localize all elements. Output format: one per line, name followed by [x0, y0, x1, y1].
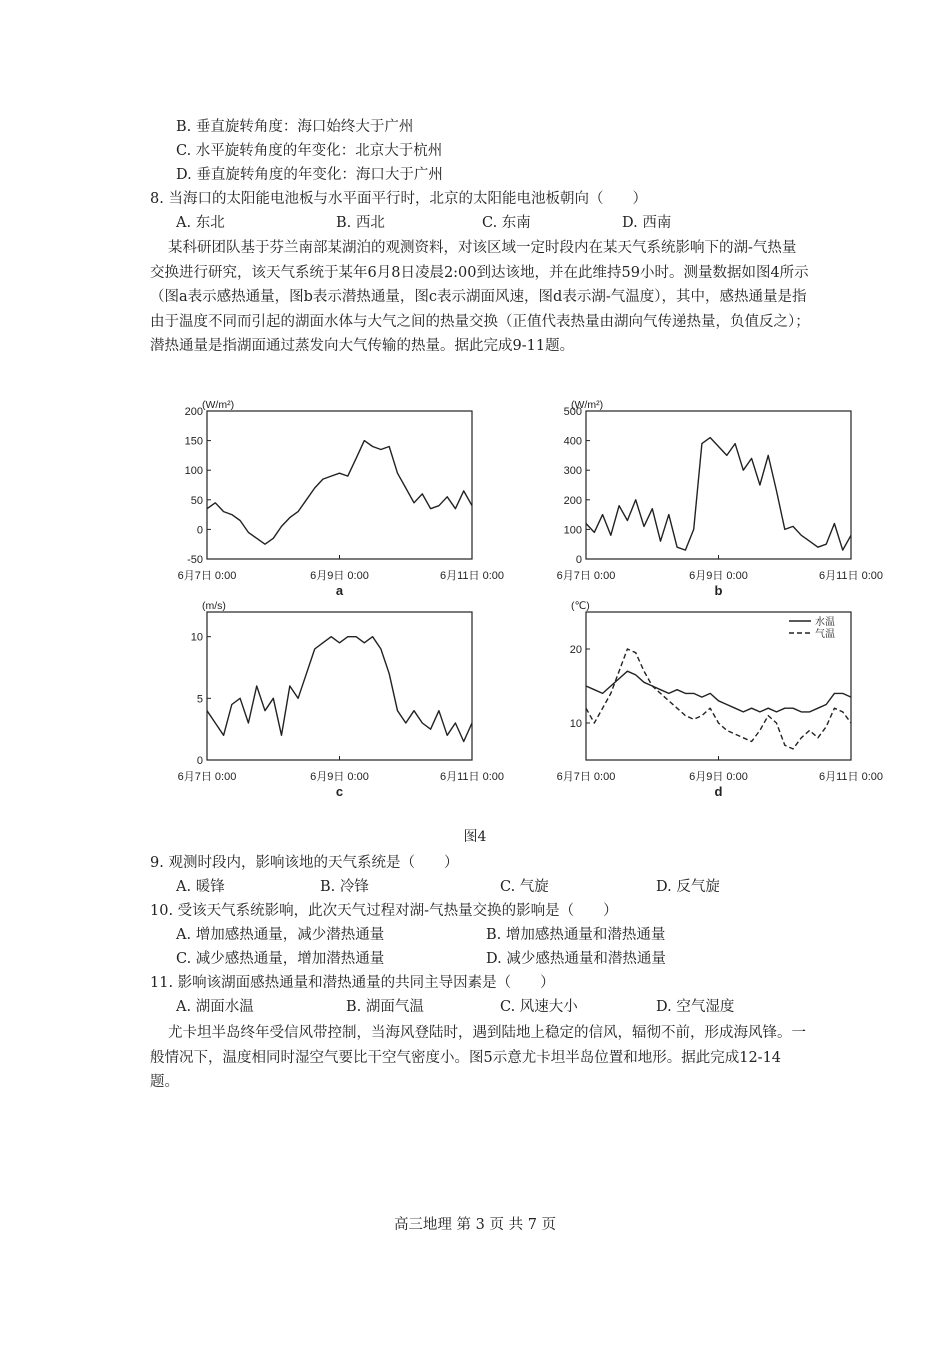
q9-option-b: B. 冷锋 [320, 879, 369, 895]
q10-option-c: C. 减少感热通量，增加潜热通量 [176, 951, 385, 967]
chart-c-frame [207, 612, 472, 760]
chart-b-ytick-label: 400 [563, 435, 582, 448]
chart-c-ytick-label: 0 [196, 755, 203, 767]
chart-b-xtick-label: 6月9日 0:00 [689, 570, 748, 582]
chart-a-xtick-label: 6月11日 0:00 [439, 570, 505, 582]
chart-a-xtick-label: 6月9日 0:00 [310, 570, 369, 582]
chart-b-series-1 [586, 438, 851, 550]
chart-a-unit: (W/m²) [202, 399, 235, 411]
q9-option-d: D. 反气旋 [656, 879, 720, 895]
chart-c-xtick-label: 6月11日 0:00 [439, 771, 505, 783]
chart-c-unit: (m/s) [202, 600, 226, 612]
chart-b-ytick-label: 100 [563, 524, 582, 537]
chart-d-legend-label: 水温 [815, 617, 835, 628]
chart-d-series-2 [586, 649, 851, 749]
chart-d-label: d [714, 784, 723, 799]
q10-option-d: D. 减少感热通量和潜热通量 [486, 951, 666, 967]
chart-a-label: a [335, 583, 344, 598]
chart-d-ytick-label: 10 [569, 718, 582, 730]
chart-a-ytick-label: 100 [184, 465, 203, 478]
chart-c-xtick-label: 6月9日 0:00 [310, 771, 369, 783]
chart-a-xtick-label: 6月7日 0:00 [177, 570, 237, 582]
q8-option-d: D. 西南 [622, 215, 672, 231]
chart-a-ytick-label: 50 [190, 494, 203, 507]
chart-b-frame [586, 411, 851, 559]
chart-d-legend-label: 气温 [815, 629, 835, 640]
chart-b-label: b [714, 583, 723, 598]
passage-yucatan: 尤卡坦半岛终年受信风带控制，当海风登陆时，遇到陆地上稳定的信风，辐彻不前，形成海风锋。一般情况下，温度相同时湿空气要比干空气密度小。图5示意尤卡坦半岛位置和地形。据此完成12-14题。 [150, 1025, 806, 1090]
page-footer: 高三地理 第 3 页 共 7 页 [393, 1217, 557, 1233]
q7-option-d: D. 垂直旋转角度的年变化：海口大于广州 [176, 167, 443, 183]
chart-a-ytick-label: 0 [196, 524, 203, 537]
chart-d-xtick-label: 6月7日 0:00 [556, 771, 616, 783]
chart-a-ytick-label: 150 [184, 435, 203, 448]
q8-option-c: C. 东南 [482, 215, 531, 231]
chart-d-ytick-label: 20 [569, 644, 582, 656]
chart-d-xtick-label: 6月11日 0:00 [818, 771, 884, 783]
chart-b-unit: (W/m²) [571, 399, 604, 411]
q11-option-d: D. 空气湿度 [656, 999, 735, 1015]
chart-c-label: c [335, 784, 344, 799]
chart-d-unit: (℃) [571, 600, 590, 612]
q10-option-b: B. 增加感热通量和潜热通量 [486, 927, 666, 943]
passage-lake-heat: 某科研团队基于芬兰南部某湖泊的观测资料，对该区域一定时段内在某天气系统影响下的湖-气热量交换进行研究，该天气系统于某年6月8日凌晨2:00到达该地，并在此维持59小时。测量数据如图4所示（图a表示感热通量，图b表示潜热通量，图c表示湖面风速，图d表示湖-气温度），其中，感热通量是指由于温度不同而引起的湖面水体与大气之间的热量交换（正值代表热量由湖向气传递热量，负值反之）；潜热通量是指湖面通过蒸发向大气传输的热量。据此完成9-11题。 [150, 240, 810, 354]
chart-a-ytick-label: 200 [184, 406, 203, 418]
chart-b-ytick-label: 0 [575, 554, 582, 566]
chart-b-xtick-label: 6月7日 0:00 [556, 570, 616, 582]
q11-option-a: A. 湖面水温 [176, 999, 254, 1015]
chart-d-series-1 [586, 671, 851, 712]
q9-option-a: A. 暖锋 [176, 879, 225, 895]
chart-a-frame [207, 411, 472, 559]
chart-d-frame [586, 612, 851, 760]
chart-b-ytick-label: 200 [563, 494, 582, 507]
q9-option-c: C. 气旋 [500, 879, 549, 895]
question-11: 11. 影响该湖面感热通量和潜热通量的共同主导因素是（ ） [150, 975, 555, 991]
question-9: 9. 观测时段内，影响该地的天气系统是（ ） [150, 855, 459, 871]
question-10: 10. 受该天气系统影响，此次天气过程对湖-气热量交换的影响是（ ） [150, 903, 618, 919]
figure-caption: 图4 [463, 829, 487, 845]
chart-c-ytick-label: 10 [190, 631, 203, 644]
chart-d-xtick-label: 6月9日 0:00 [689, 771, 748, 783]
chart-a-series-1 [207, 441, 472, 545]
q8-option-a: A. 东北 [176, 215, 225, 231]
chart-b-ytick-label: 300 [563, 465, 582, 478]
q11-option-b: B. 湖面气温 [346, 999, 424, 1015]
question-8: 8. 当海口的太阳能电池板与水平面平行时，北京的太阳能电池板朝向（ ） [150, 191, 647, 207]
q7-option-b: B. 垂直旋转角度：海口始终大于广州 [176, 119, 414, 135]
q8-option-b: B. 西北 [336, 215, 385, 231]
chart-a-ytick-label: -50 [187, 554, 203, 566]
chart-c-series-1 [207, 637, 472, 742]
chart-b-ytick-label: 500 [563, 406, 582, 418]
q10-option-a: A. 增加感热通量，减少潜热通量 [176, 927, 385, 943]
q11-option-c: C. 风速大小 [500, 999, 578, 1015]
chart-b-xtick-label: 6月11日 0:00 [818, 570, 884, 582]
q7-option-c: C. 水平旋转角度的年变化：北京大于杭州 [176, 143, 443, 159]
chart-c-ytick-label: 5 [196, 693, 203, 706]
chart-c-xtick-label: 6月7日 0:00 [177, 771, 237, 783]
